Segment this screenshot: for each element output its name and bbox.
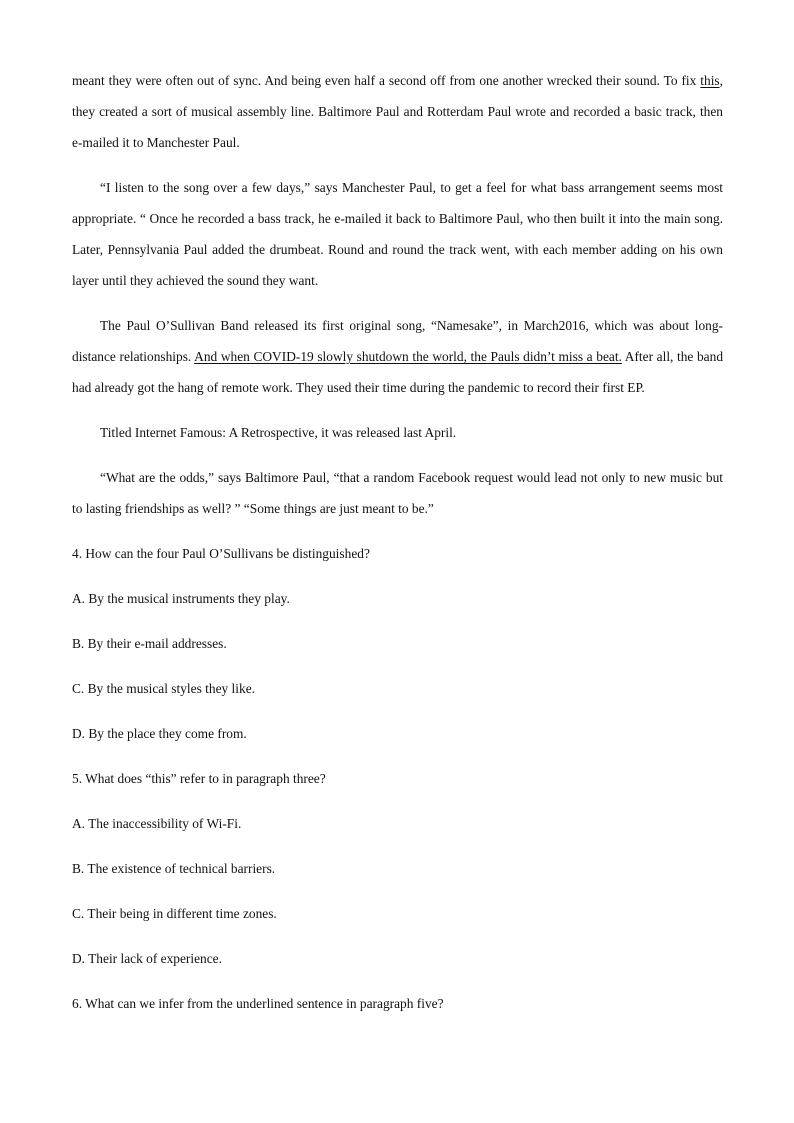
underlined-sentence: And when COVID-19 slowly shutdown the world, the Pauls didn’t miss a beat. [194, 349, 622, 364]
question-4-option-d: D. By the place they come from. [72, 726, 247, 741]
paragraph-1 [72, 65, 723, 158]
document-page [72, 65, 723, 1019]
paragraph-3-text-b: After all, the band had already got the hang of remote work. They used their time during the pandemic to record their first EP. [72, 349, 724, 395]
paragraph-3 [72, 310, 723, 403]
question-5-option-c: C. Their being in different time zones. [72, 906, 277, 921]
paragraph-5: “What are the odds,” says Baltimore Paul, “that a random Facebook request would lead not only to new music but to lasting friendships as well? ” “Some things are just meant to be.” [72, 470, 723, 516]
paragraph-4: Titled Internet Famous: A Retrospective, it was released last April. [100, 425, 457, 440]
paragraph-3-text-a: The Paul O’Sullivan Band released its first original song, “Namesake”, in March2016, which was about long-distance relationships. [72, 318, 723, 364]
question-4-option-a: A. By the musical instruments they play. [72, 591, 290, 606]
underlined-word-this: this [700, 73, 720, 88]
paragraph-1-text-b: , they created a sort of musical assembly line. Baltimore Paul and Rotterdam Paul wrote and recorded a basic track, then e-mailed it to Manchester Paul. [72, 73, 723, 150]
question-6-stem: 6. What can we infer from the underlined sentence in paragraph five? [72, 996, 444, 1011]
question-5-stem: 5. What does “this” refer to in paragraph three? [72, 771, 326, 786]
question-4-option-b: B. By their e-mail addresses. [72, 636, 227, 651]
paragraph-1-text-a: meant they were often out of sync. And being even half a second off from one another wrecked their sound. To fix [72, 73, 701, 88]
question-5-option-b: B. The existence of technical barriers. [72, 861, 276, 876]
paragraph-2: “I listen to the song over a few days,” says Manchester Paul, to get a feel for what bass arrangement seems most appropriate. “ Once he recorded a bass track, he e-mailed it back to Baltimore Paul, who then built it into the main song. Later, Pennsylvania Paul added the drumbeat. Round and round the track went, with each member adding on his own layer until they achieved the sound they want. [72, 180, 723, 288]
question-4-stem: 4. How can the four Paul O’Sullivans be distinguished? [72, 546, 370, 561]
question-4-option-c: C. By the musical styles they like. [72, 681, 255, 696]
question-5-option-a: A. The inaccessibility of Wi-Fi. [72, 816, 242, 831]
question-5-option-d: D. Their lack of experience. [72, 951, 222, 966]
